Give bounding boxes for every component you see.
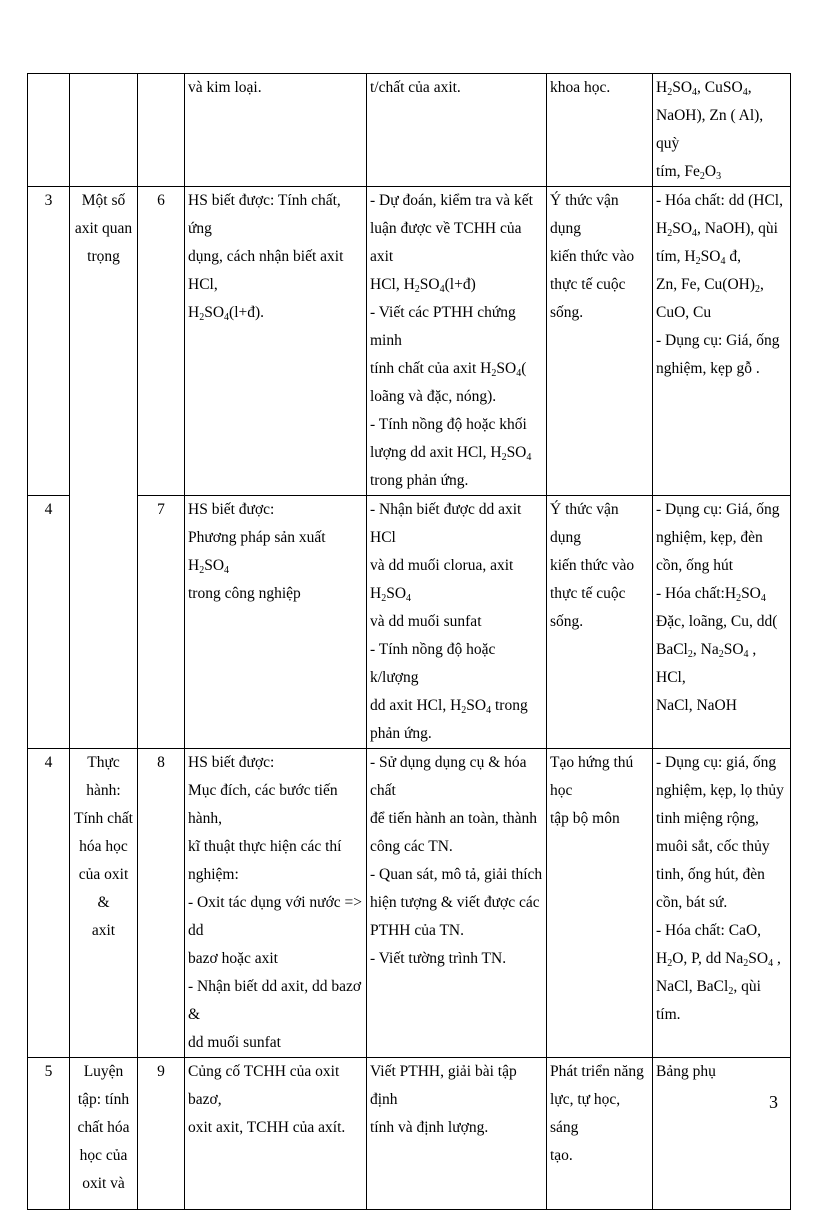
stt-cell — [28, 74, 70, 187]
topic-cell — [70, 74, 138, 187]
lesson-cell: 9 — [138, 1058, 185, 1210]
table-row — [28, 749, 791, 1058]
curriculum-table — [27, 73, 791, 1210]
knowledge-cell: HS biết được: Tính chất, ứng dụng, cách nhận biết axit HCl, $H_2SO_4(l+đ)$. — [185, 187, 367, 496]
materials-cell: - Hóa chất: dd (HCl, $H_2SO_4$, NaOH), qùi tím, $H_2SO_4$ đ, Zn, Fe, $Cu(OH)_2$, CuO, Cu - Dụng cụ: Giá, ống nghiệm, kẹp gỗ . — [653, 187, 791, 496]
topic-cell: Một số axit quan trọng — [70, 187, 138, 749]
skills-cell: - Nhận biết được dd axit HCl và dd muối clorua, axit $H_2SO_4$ và dd muối sunfat - Tính nồng độ hoặc k/lượng dd axit HCl, $H_2SO_4$ trong phản ứng. — [367, 496, 547, 749]
topic-cell: Luyện tập: tính chất hóa học của oxit và — [70, 1058, 138, 1210]
skills-cell: t/chất của axit. — [367, 74, 547, 187]
topic-cell: Thực hành: Tính chất hóa học của oxit & axit — [70, 749, 138, 1058]
knowledge-cell: và kim loại. — [185, 74, 367, 187]
materials-cell: $H_2SO_4$, CuSO$_4$, NaOH), Zn ( Al), quỳ tím, $Fe_2O_3$ — [653, 74, 791, 187]
table-row — [28, 1058, 791, 1210]
page-number: 3 — [769, 1092, 778, 1112]
knowledge-cell: Củng cố TCHH của oxit bazơ, oxit axit, TCHH của axít. — [185, 1058, 367, 1210]
materials-cell: - Dụng cụ: giá, ống nghiệm, kẹp, lọ thủy tinh miệng rộng, muôi sắt, cốc thủy tinh, ống hút, đèn cồn, bát sứ. - Hóa chất: CaO, $H_2O$, P, dd $Na_2SO_4$ , NaCl, BaCl$_2$, qùi tím. — [653, 749, 791, 1058]
skills-cell: - Sử dụng dụng cụ & hóa chất để tiến hành an toàn, thành công các TN. - Quan sát, mô tả, giải thích hiện tượng & viết được các PTHH của TN. - Viết tường trình TN. — [367, 749, 547, 1058]
materials-cell: Bảng phụ — [653, 1058, 791, 1210]
attitude-cell: Phát triển năng lực, tự học, sáng tạo. — [547, 1058, 653, 1210]
lesson-cell: 8 — [138, 749, 185, 1058]
stt-cell: 4 — [28, 749, 70, 1058]
attitude-cell: Ý thức vận dụng kiến thức vào thực tế cuộc sống. — [547, 187, 653, 496]
table-row — [28, 496, 791, 749]
skills-cell: - Dự đoán, kiểm tra và kết luận được về TCHH của axit HCl, $H_2SO_4(l+đ)$ - Viết các PTHH chứng minh tính chất của axit $H_2SO_4$( loãng và đặc, nóng). - Tính nồng độ hoặc khối lượng dd axit HCl, $H_2SO_4$ trong phản ứng. — [367, 187, 547, 496]
knowledge-cell: HS biết được: Mục đích, các bước tiến hành, kĩ thuật thực hiện các thí nghiệm: - Oxit tác dụng với nước => dd bazơ hoặc axit - Nhận biết dd axit, dd bazơ & dd muối sunfat — [185, 749, 367, 1058]
knowledge-cell: HS biết được: Phương pháp sản xuất $H_2SO_4$ trong công nghiệp — [185, 496, 367, 749]
stt-cell: 4 — [28, 496, 70, 749]
lesson-cell — [138, 74, 185, 187]
lesson-cell: 7 — [138, 496, 185, 749]
attitude-cell: Tạo hứng thú học tập bộ môn — [547, 749, 653, 1058]
attitude-cell: khoa học. — [547, 74, 653, 187]
table-row — [28, 74, 791, 187]
lesson-cell: 6 — [138, 187, 185, 496]
skills-cell: Viết PTHH, giải bài tập định tính và định lượng. — [367, 1058, 547, 1210]
stt-cell: 5 — [28, 1058, 70, 1210]
materials-cell: - Dụng cụ: Giá, ống nghiệm, kẹp, đèn cồn, ống hút - Hóa $chất:H_2SO_4$ Đặc, loãng, Cu, dd( BaCl$_2$, $Na_2SO_4$ , HCl, NaCl, NaOH — [653, 496, 791, 749]
stt-cell: 3 — [28, 187, 70, 496]
attitude-cell: Ý thức vận dụng kiến thức vào thực tế cuộc sống. — [547, 496, 653, 749]
table-row — [28, 187, 791, 496]
